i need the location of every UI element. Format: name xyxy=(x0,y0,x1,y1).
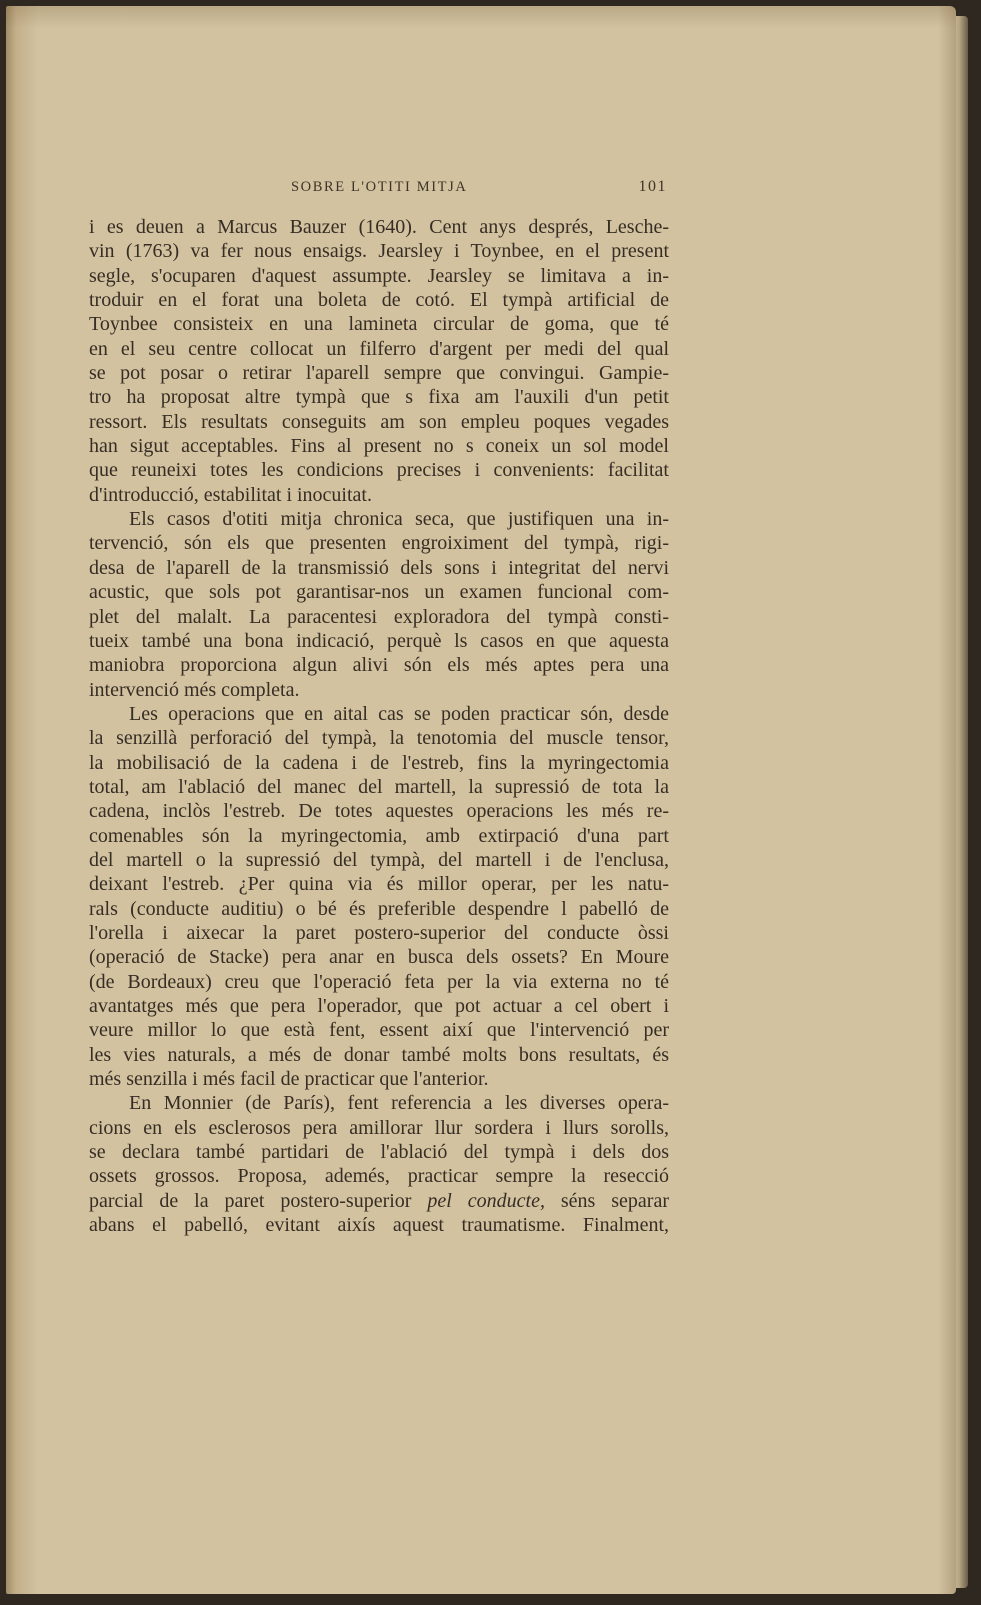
text-line: cadena, inclòs l'estreb. De totes aquestes operacions les més re- xyxy=(89,800,669,823)
text-line: En Monnier (de París), fent referencia a les diverses opera- xyxy=(129,1092,669,1115)
text-line: Toynbee consisteix en una lamineta circular de goma, que té xyxy=(89,313,669,336)
book-page xyxy=(6,6,956,1594)
page-number: 101 xyxy=(638,178,667,195)
text-line: acustic, que sols pot garantisar-nos un examen funcional com- xyxy=(89,581,669,604)
text-line: les vies naturals, a més de donar també molts bons resultats, és xyxy=(89,1043,669,1066)
running-head: SOBRE L'OTITI MITJA xyxy=(291,179,468,195)
text-line: avantatges més que pera l'operador, que pot actuar a cel obert i xyxy=(89,995,669,1017)
text-line: Els casos d'otiti mitja chronica seca, que justifiquen una in- xyxy=(129,508,669,531)
text-line: intervenció més completa. xyxy=(89,678,300,701)
text-line: desa de l'aparell de la transmissió dels sons i integritat del nervi xyxy=(89,556,669,579)
paragraph xyxy=(89,507,669,702)
text-line: més senzilla i més facil de practicar que l'anterior. xyxy=(89,1068,489,1091)
text-line: ossets grossos. Proposa, ademés, practicar sempre la resecció xyxy=(89,1165,669,1188)
text-line: l'orella i aixecar la paret postero-superior del conducte òssi xyxy=(89,921,669,944)
text-line: han sigut acceptables. Fins al present no s coneix un sol model xyxy=(89,435,669,458)
text-line: plet del malalt. La paracentesi exploradora del tympà consti- xyxy=(89,605,669,628)
text-line: deixant l'estreb. ¿Per quina via és millor operar, per les natu- xyxy=(89,873,669,896)
text-line: ressort. Els resultats conseguits am son empleu poques vegades xyxy=(89,410,669,433)
text-line: segle, s'ocuparen d'aquest assumpte. Jearsley se limitava a in- xyxy=(89,264,669,287)
italic-phrase: pel conducte, xyxy=(427,1189,545,1212)
text-line: rals (conducte auditiu) o bé és preferible despendre l pabelló de xyxy=(89,897,669,920)
text-line: abans el pabelló, evitant aixís aquest traumatisme. Finalment, xyxy=(89,1214,669,1237)
body-text xyxy=(89,215,669,1237)
text-line: Les operacions que en aital cas se poden practicar són, desde xyxy=(129,702,669,725)
text-line: que reuneixi totes les condicions precises i convenients: facilitat xyxy=(89,459,669,482)
text-line: se declara també partidari de l'ablació del tympà i dels dos xyxy=(89,1141,669,1164)
text-line: vin (1763) va fer nous ensaigs. Jearsley i Toynbee, en el present xyxy=(89,240,669,263)
text-line: (operació de Stacke) pera anar en busca dels ossets? En Moure xyxy=(89,946,669,969)
paragraph xyxy=(89,215,669,507)
text-line: la senzillà perforació del tympà, la tenotomia del muscle tensor, xyxy=(89,727,669,750)
text-line: en el seu centre collocat un filferro d'argent per medi del qual xyxy=(89,337,669,360)
text-line: tueix també una bona indicació, perquè ls casos en que aquesta xyxy=(89,629,669,652)
text-line: i es deuen a Marcus Bauzer (1640). Cent anys després, Lesche- xyxy=(89,216,669,238)
text-line: total, am l'ablació del manec del martell, la supressió de tota la xyxy=(89,775,669,798)
text-line: del martell o la supressió del tympà, del martell i de l'enclusa, xyxy=(89,848,669,871)
text-line: se pot posar o retirar l'aparell sempre que convingui. Gampie- xyxy=(89,362,669,385)
text-line: maniobra proporciona algun alivi són els més aptes pera una xyxy=(89,654,669,677)
page-header xyxy=(91,179,667,203)
text-line: tro ha proposat altre tympà que s fixa am l'auxili d'un petit xyxy=(89,386,669,409)
text-line: d'introducció, estabilitat i inocuitat. xyxy=(89,483,372,506)
text-line: la mobilisació de la cadena i de l'estreb, fins la myringectomia xyxy=(89,751,669,774)
text-line: tervenció, són els que presenten engroiximent del tympà, rigi- xyxy=(89,532,669,555)
text-line: cions en els esclerosos pera amillorar llur sordera i llurs sorolls, xyxy=(89,1116,669,1139)
paragraph xyxy=(89,702,669,1092)
text-line: parcial de la paret postero-superior pel conducte, séns separar xyxy=(89,1189,670,1212)
text-line: comenables són la myringectomia, amb extirpació d'una part xyxy=(89,824,669,847)
text-line: veure millor lo que està fent, essent així que l'intervenció per xyxy=(89,1019,669,1042)
text-line: (de Bordeaux) creu que l'operació feta per la via externa no té xyxy=(89,970,669,993)
paragraph xyxy=(89,1091,669,1188)
text-line: troduir en el forat una boleta de cotó. El tympà artificial de xyxy=(89,289,669,312)
paragraphs xyxy=(89,215,669,1189)
